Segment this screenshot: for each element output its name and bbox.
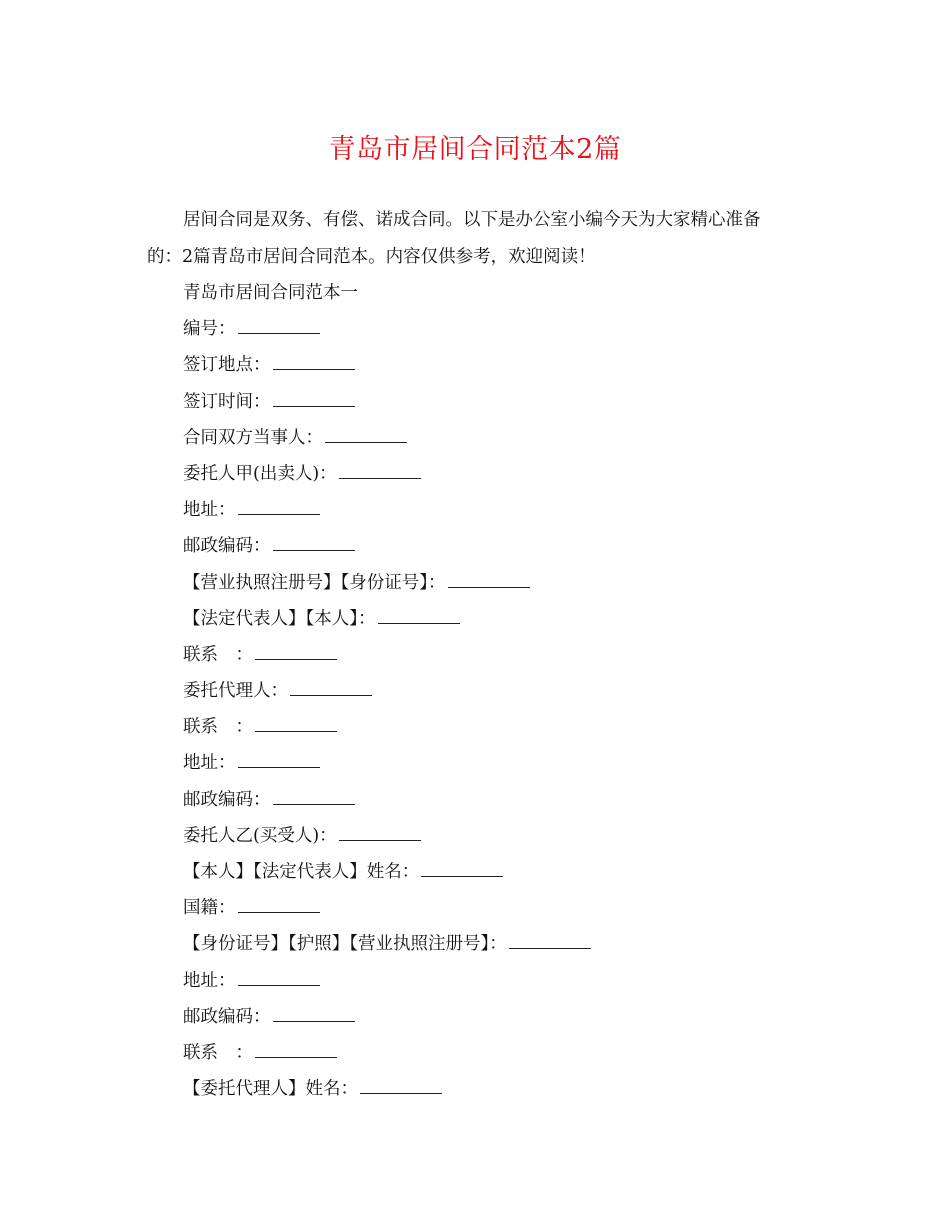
- field-label: 编号：: [183, 319, 236, 340]
- field-label: 联系 ：: [183, 1042, 253, 1063]
- field-label: 邮政编码：: [183, 1006, 271, 1027]
- field-parties: [183, 420, 823, 456]
- field-address-a: [183, 492, 823, 528]
- field-agent-contact-a: [183, 709, 823, 745]
- document-title: 青岛市居间合同范本2篇: [328, 134, 622, 165]
- field-label: 地址：: [183, 500, 236, 521]
- intro-line-1: 居间合同是双务、有偿、诺成合同。以下是办公室小编今天为大家精心准备: [183, 210, 761, 230]
- blank-line: [238, 890, 320, 913]
- field-signing-time: [183, 384, 823, 420]
- field-contact-a: [183, 637, 823, 673]
- field-label: 签订时间：: [183, 391, 271, 412]
- field-number: [183, 311, 823, 347]
- field-label: 委托代理人：: [183, 681, 288, 702]
- intro-line-2: 的：2篇青岛市居间合同范本。内容仅供参考，欢迎阅读！: [147, 247, 596, 267]
- field-contact-b: [183, 1035, 823, 1071]
- field-legal-rep-a: [183, 601, 823, 637]
- blank-line: [238, 963, 320, 986]
- field-label: 委托人甲(出卖人)：: [183, 463, 337, 484]
- blank-line: [238, 745, 320, 768]
- blank-line: [325, 420, 407, 443]
- blank-line: [360, 1071, 442, 1094]
- field-name-b: [183, 854, 823, 890]
- blank-line: [378, 601, 460, 624]
- blank-line: [255, 637, 337, 660]
- field-label: 【身份证号】【护照】【营业执照注册号】：: [183, 934, 507, 955]
- field-id-passport-b: [183, 926, 823, 962]
- field-label: 地址：: [183, 970, 236, 991]
- field-principal-b: [183, 818, 823, 854]
- field-label: 签订地点：: [183, 355, 271, 376]
- field-label: 地址：: [183, 753, 236, 774]
- field-nationality-b: [183, 890, 823, 926]
- field-principal-a: [183, 456, 823, 492]
- field-label: 联系 ：: [183, 644, 253, 665]
- field-postcode-b: [183, 999, 823, 1035]
- field-label: 合同双方当事人：: [183, 427, 323, 448]
- blank-line: [273, 782, 355, 805]
- field-license-id-a: [183, 565, 823, 601]
- field-label: 邮政编码：: [183, 536, 271, 557]
- field-label: 【本人】【法定代表人】姓名：: [183, 862, 420, 882]
- field-agent-a: [183, 673, 823, 709]
- blank-line: [255, 709, 337, 732]
- blank-line: [339, 456, 421, 479]
- blank-line: [448, 565, 530, 588]
- contract-fields: [183, 275, 823, 1107]
- blank-line: [290, 673, 372, 696]
- field-agent-name-b: [183, 1071, 823, 1107]
- field-label: 邮政编码：: [183, 789, 271, 810]
- blank-line: [339, 818, 421, 841]
- field-agent-postcode-a: [183, 782, 823, 818]
- blank-line: [273, 999, 355, 1022]
- field-address-b: [183, 963, 823, 999]
- field-label: 联系 ：: [183, 717, 253, 738]
- field-postcode-a: [183, 528, 823, 564]
- blank-line: [238, 311, 320, 334]
- blank-line: [273, 384, 355, 407]
- blank-line: [273, 347, 355, 370]
- blank-line: [273, 528, 355, 551]
- field-label: 【营业执照注册号】【身份证号】：: [183, 572, 446, 593]
- field-label: 国籍：: [183, 898, 236, 919]
- blank-line: [238, 492, 320, 515]
- section-heading: 青岛市居间合同范本一: [183, 283, 358, 303]
- field-agent-address-a: [183, 745, 823, 781]
- intro-paragraph: [147, 202, 807, 276]
- field-label: 【法定代表人】【本人】：: [183, 608, 376, 629]
- blank-line: [509, 926, 591, 949]
- field-label: 委托人乙(买受人)：: [183, 825, 337, 846]
- field-label: 【委托代理人】姓名：: [183, 1079, 358, 1100]
- blank-line: [421, 854, 503, 877]
- blank-line: [255, 1035, 337, 1058]
- field-signing-place: [183, 347, 823, 383]
